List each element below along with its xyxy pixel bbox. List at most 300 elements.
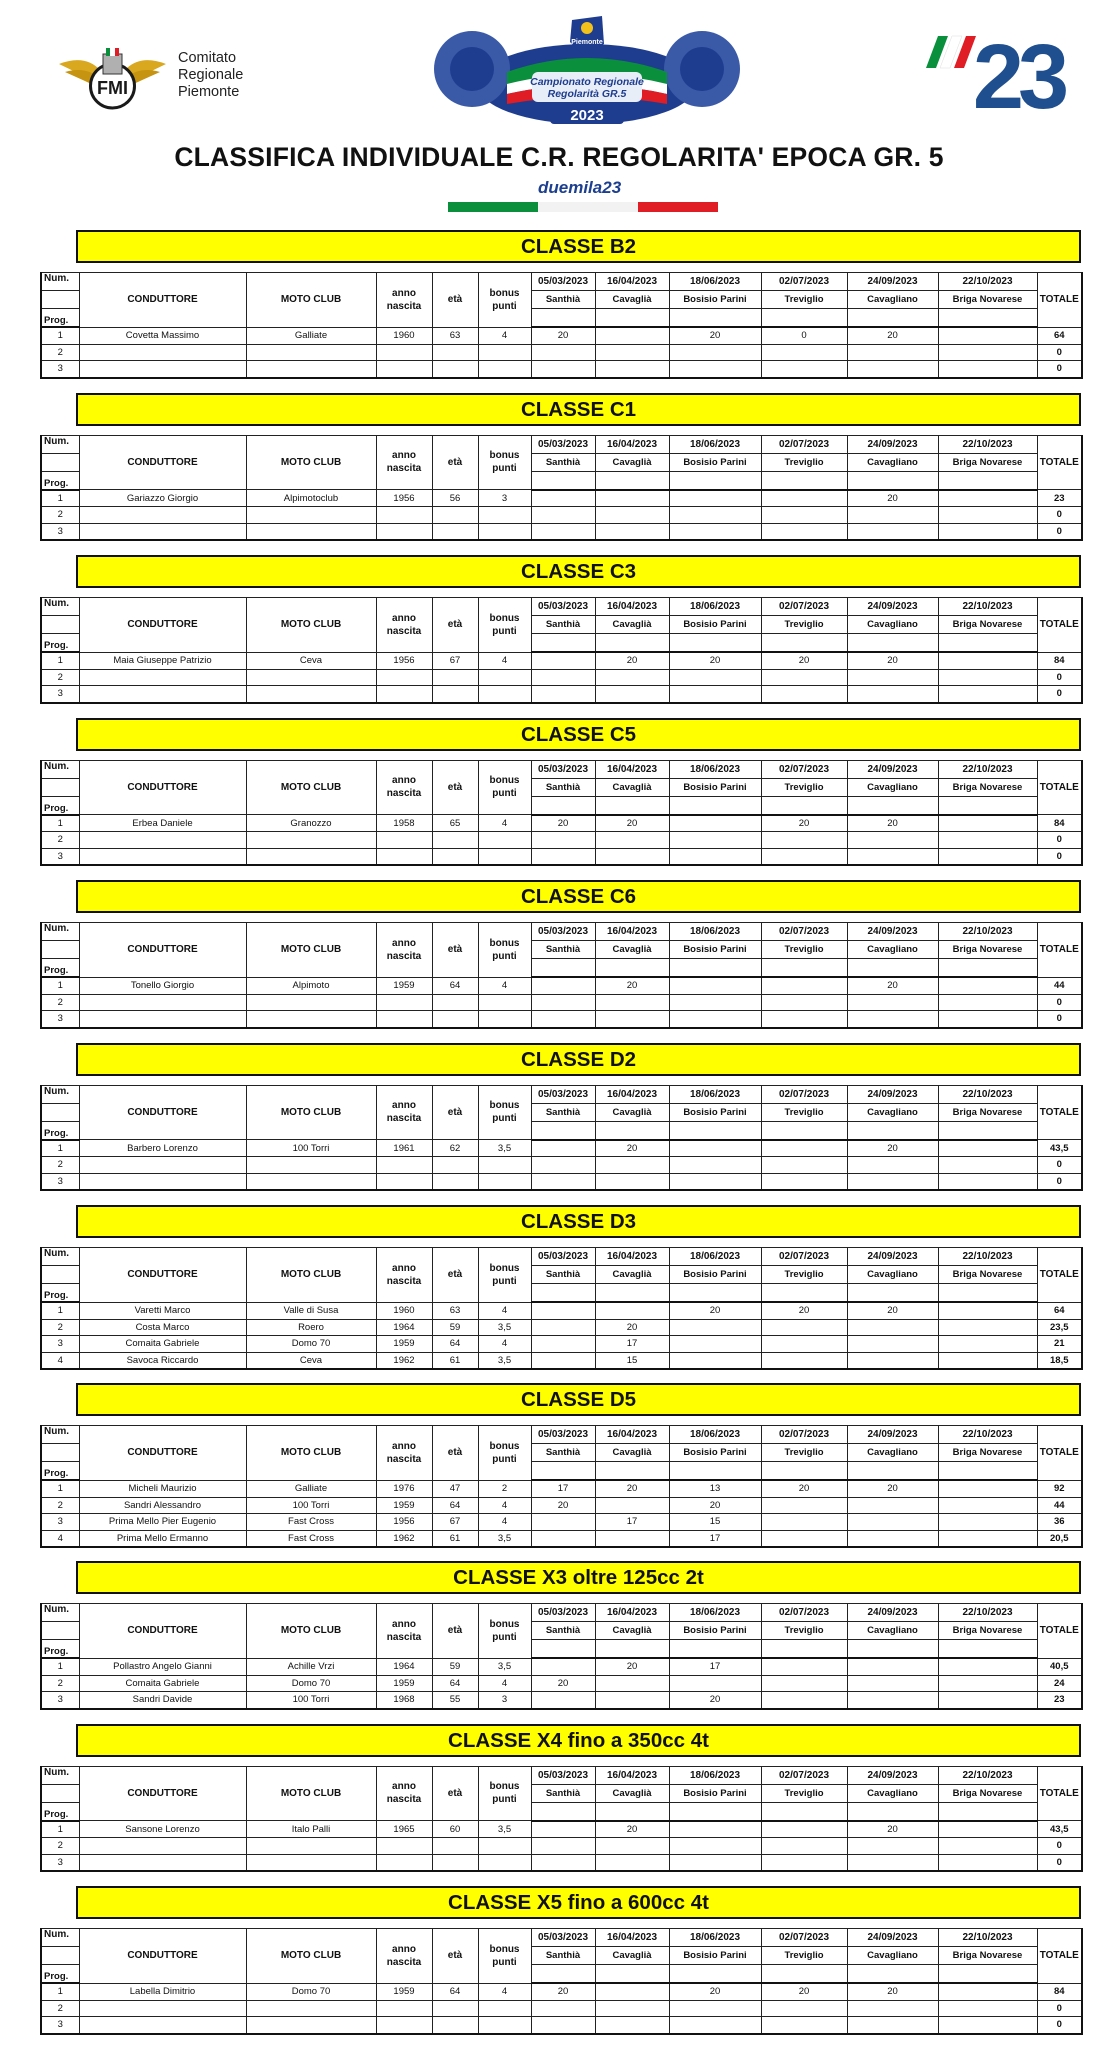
table-row [41,832,1082,849]
race-date-header: 16/04/2023 [595,1929,669,1947]
cell-race-points [761,1514,847,1531]
cell-race-points [595,2000,669,2017]
header-spacer [938,1640,1037,1659]
table-row [41,1821,1082,1838]
col-bonus-header: bonus punti [478,923,531,978]
col-totale-header: TOTALE [1037,1929,1082,1984]
col-eta-header: età [432,1929,478,1984]
cell-eta: 63 [432,327,478,344]
col-num-header: Num. [41,435,79,453]
cell-totale: 44 [1037,1497,1082,1514]
header-spacer [761,309,847,328]
cell-race-points [938,361,1037,378]
cell-race-points [938,1658,1037,1675]
cell-prog: 3 [41,523,79,540]
cell-anno [376,344,432,361]
cell-prog: 2 [41,2000,79,2017]
cell-race-points: 20 [531,815,595,832]
col-bonus-header: bonus punti [478,598,531,653]
cell-bonus: 4 [478,977,531,994]
table-row [41,2000,1082,2017]
subtitle: duemila23 [538,178,622,197]
race-place-header: Treviglio [761,1784,847,1802]
cell-race-points: 20 [847,327,938,344]
cell-race-points [938,507,1037,524]
cell-bonus [478,523,531,540]
cell-totale: 21 [1037,1336,1082,1353]
cell-moto-club: Galliate [246,1480,376,1497]
cell-prog: 4 [41,1352,79,1369]
cell-race-points [531,832,595,849]
race-place-header: Briga Novarese [938,1103,1037,1121]
race-place-header: Briga Novarese [938,291,1037,309]
cell-race-points [595,1497,669,1514]
col-club-header: MOTO CLUB [246,1426,376,1481]
header-spacer [531,1640,595,1659]
race-date-header: 16/04/2023 [595,1604,669,1622]
cell-totale: 43,5 [1037,1140,1082,1157]
cell-race-points [761,1157,847,1174]
race-date-header: 22/10/2023 [938,1929,1037,1947]
table-row [41,1319,1082,1336]
cell-race-points [531,344,595,361]
col-prog-header: Prog. [41,309,79,328]
cell-race-points [669,669,761,686]
race-place-header: Cavaglià [595,1444,669,1462]
cell-race-points [531,1140,595,1157]
cell-race-points [761,1675,847,1692]
cell-totale: 84 [1037,652,1082,669]
cell-conduttore: Sansone Lorenzo [79,1821,246,1838]
cell-moto-club [246,669,376,686]
race-date-header: 22/10/2023 [938,435,1037,453]
cell-prog: 1 [41,1480,79,1497]
cell-race-points [761,344,847,361]
cell-prog: 1 [41,1821,79,1838]
table-row [41,1140,1082,1157]
page-header [0,0,1118,220]
cell-totale: 92 [1037,1480,1082,1497]
cell-race-points: 17 [595,1336,669,1353]
race-date-header: 02/07/2023 [761,598,847,616]
cell-race-points [938,686,1037,703]
class-block [0,1724,1118,1887]
race-place-header: Bosisio Parini [669,1444,761,1462]
cell-race-points [531,1692,595,1709]
cell-race-points [531,2000,595,2017]
cell-bonus: 4 [478,1302,531,1319]
cell-race-points [938,1497,1037,1514]
cell-conduttore [79,2000,246,2017]
cell-race-points: 20 [531,1983,595,2000]
cell-race-points [938,523,1037,540]
race-date-header: 02/07/2023 [761,1085,847,1103]
cell-moto-club [246,1011,376,1028]
header-spacer [938,1802,1037,1821]
class-title: CLASSE X5 fino a 600cc 4t [76,1886,1081,1919]
race-date-header: 16/04/2023 [595,923,669,941]
header-spacer [761,1640,847,1659]
cell-race-points [531,848,595,865]
cell-bonus: 3,5 [478,1140,531,1157]
race-date-header: 24/09/2023 [847,760,938,778]
cell-bonus: 3 [478,1692,531,1709]
col-bonus-header: bonus punti [478,1766,531,1821]
cell-race-points: 20 [847,1302,938,1319]
cell-conduttore: Sandri Alessandro [79,1497,246,1514]
header-spacer [938,309,1037,328]
cell-bonus: 4 [478,652,531,669]
cell-eta: 55 [432,1692,478,1709]
col-prog-header: Prog. [41,796,79,815]
col-prog-header: Prog. [41,1802,79,1821]
cell-bonus [478,1157,531,1174]
cell-totale: 64 [1037,1302,1082,1319]
cell-anno: 1962 [376,1352,432,1369]
cell-race-points [669,1319,761,1336]
col-bonus-header: bonus punti [478,1929,531,1984]
col-num-header: Num. [41,1248,79,1266]
cell-race-points [938,1336,1037,1353]
cell-anno [376,686,432,703]
cell-bonus [478,1011,531,1028]
cell-race-points [938,1302,1037,1319]
cell-race-points [938,1854,1037,1871]
cell-race-points: 20 [847,1140,938,1157]
cell-conduttore: Maia Giuseppe Patrizio [79,652,246,669]
cell-race-points [531,1821,595,1838]
class-block [0,555,1118,718]
cell-race-points [847,2000,938,2017]
cell-conduttore: Erbea Daniele [79,815,246,832]
col-bonus-header: bonus punti [478,273,531,328]
race-date-header: 18/06/2023 [669,1929,761,1947]
cell-race-points [938,1838,1037,1855]
cell-eta [432,686,478,703]
race-place-header: Cavagliano [847,778,938,796]
header-spacer [669,1640,761,1659]
cell-bonus: 4 [478,1983,531,2000]
race-date-header: 02/07/2023 [761,1248,847,1266]
cell-anno [376,507,432,524]
cell-totale: 0 [1037,1173,1082,1190]
cell-prog: 1 [41,1983,79,2000]
race-place-header: Treviglio [761,1266,847,1284]
race-date-header: 22/10/2023 [938,1766,1037,1784]
cell-race-points [531,1302,595,1319]
cell-race-points [531,669,595,686]
table-row [41,327,1082,344]
cell-bonus: 4 [478,1497,531,1514]
race-date-header: 05/03/2023 [531,273,595,291]
cell-race-points [531,2017,595,2034]
header-spacer [669,1121,761,1140]
col-conduttore-header: CONDUTTORE [79,1929,246,1984]
table-row [41,1692,1082,1709]
cell-race-points [938,1675,1037,1692]
race-place-header: Bosisio Parini [669,1947,761,1965]
cell-bonus [478,1838,531,1855]
cell-race-points [847,1497,938,1514]
cell-anno [376,1011,432,1028]
cell-race-points [761,832,847,849]
cell-race-points [847,1336,938,1353]
cell-eta [432,361,478,378]
cell-totale: 0 [1037,669,1082,686]
cell-race-points [669,1675,761,1692]
cell-race-points: 15 [595,1352,669,1369]
header-spacer [847,309,938,328]
cell-moto-club [246,832,376,849]
cell-bonus: 3 [478,490,531,507]
cell-race-points [531,1173,595,1190]
race-date-header: 22/10/2023 [938,760,1037,778]
cell-conduttore: Prima Mello Ermanno [79,1530,246,1547]
cell-race-points [595,1692,669,1709]
table-row [41,815,1082,832]
cell-race-points [595,361,669,378]
col-conduttore-header: CONDUTTORE [79,1766,246,1821]
cell-prog: 3 [41,361,79,378]
race-place-header: Bosisio Parini [669,616,761,634]
race-date-header: 05/03/2023 [531,1604,595,1622]
cell-race-points [847,1011,938,1028]
race-place-header: Cavagliano [847,1622,938,1640]
table-row [41,490,1082,507]
cell-race-points [761,523,847,540]
cell-race-points [938,1011,1037,1028]
cell-race-points: 20 [761,815,847,832]
race-date-header: 22/10/2023 [938,273,1037,291]
race-place-header: Santhià [531,453,595,471]
cell-race-points [669,490,761,507]
col-num-header: Num. [41,598,79,616]
cell-race-points [847,1838,938,1855]
table-row [41,523,1082,540]
cell-totale: 40,5 [1037,1658,1082,1675]
cell-race-points [938,1530,1037,1547]
cell-race-points [669,686,761,703]
header-spacer [761,1462,847,1481]
col-club-header: MOTO CLUB [246,435,376,490]
col-bonus-header: bonus punti [478,1426,531,1481]
cell-race-points: 20 [847,652,938,669]
header-spacer [761,634,847,653]
header-spacer [938,1462,1037,1481]
fmi-caption [178,50,243,101]
ranking-table [40,1085,1083,1192]
race-place-header: Santhià [531,1103,595,1121]
col-anno-header: anno nascita [376,760,432,815]
num-header-spacer [41,1444,79,1462]
race-place-header: Cavagliano [847,1784,938,1802]
cell-race-points [938,1352,1037,1369]
race-place-header: Treviglio [761,1622,847,1640]
cell-prog: 1 [41,1302,79,1319]
cell-race-points: 20 [595,652,669,669]
race-date-header: 24/09/2023 [847,273,938,291]
cell-bonus [478,361,531,378]
cell-race-points [669,2017,761,2034]
race-place-header: Santhià [531,778,595,796]
cell-conduttore [79,669,246,686]
race-place-header: Treviglio [761,453,847,471]
col-anno-header: anno nascita [376,1085,432,1140]
cell-anno: 1968 [376,1692,432,1709]
fmi-caption-line: Piemonte [178,84,240,100]
cell-race-points [595,669,669,686]
header-spacer [595,1965,669,1984]
col-club-header: MOTO CLUB [246,923,376,978]
ranking-table [40,1425,1083,1548]
cell-race-points [595,686,669,703]
cell-bonus: 4 [478,1514,531,1531]
cell-race-points [531,1336,595,1353]
header-spacer [761,959,847,978]
col-totale-header: TOTALE [1037,598,1082,653]
race-place-header: Santhià [531,1947,595,1965]
race-date-header: 18/06/2023 [669,1604,761,1622]
cell-bonus: 3,5 [478,1821,531,1838]
cell-anno [376,1157,432,1174]
race-date-header: 18/06/2023 [669,923,761,941]
header-spacer [761,1802,847,1821]
race-date-header: 24/09/2023 [847,1426,938,1444]
cell-race-points [847,1319,938,1336]
svg-text:FMI: FMI [97,78,128,98]
cell-race-points [595,1983,669,2000]
cell-race-points [938,1140,1037,1157]
header-spacer [847,796,938,815]
header-spacer [531,1965,595,1984]
race-place-header: Bosisio Parini [669,453,761,471]
cell-bonus [478,669,531,686]
ranking-table [40,1766,1083,1873]
cell-bonus [478,2017,531,2034]
col-totale-header: TOTALE [1037,435,1082,490]
cell-race-points [761,1319,847,1336]
class-title: CLASSE C3 [76,555,1081,588]
cell-race-points [595,1838,669,1855]
cell-race-points [531,1854,595,1871]
cell-prog: 3 [41,1514,79,1531]
race-date-header: 22/10/2023 [938,923,1037,941]
ranking-table [40,1247,1083,1370]
cell-race-points [761,669,847,686]
race-place-header: Santhià [531,1444,595,1462]
cell-race-points [669,1011,761,1028]
table-row [41,669,1082,686]
num-header-spacer [41,1622,79,1640]
cell-anno [376,848,432,865]
cell-race-points: 20 [761,652,847,669]
logo-23-icon [918,28,1068,116]
header-spacer [847,1121,938,1140]
cell-race-points [531,977,595,994]
cell-race-points [669,1352,761,1369]
race-date-header: 05/03/2023 [531,1929,595,1947]
cell-race-points [847,361,938,378]
header-spacer [595,471,669,490]
table-row [41,1157,1082,1174]
table-row [41,1675,1082,1692]
cell-bonus: 2 [478,1480,531,1497]
race-place-header: Briga Novarese [938,1947,1037,1965]
race-place-header: Bosisio Parini [669,1784,761,1802]
svg-text:2023: 2023 [570,107,604,124]
cell-totale: 0 [1037,1011,1082,1028]
race-date-header: 24/09/2023 [847,598,938,616]
cell-race-points [938,1514,1037,1531]
cell-eta [432,669,478,686]
cell-conduttore: Pollastro Angelo Gianni [79,1658,246,1675]
cell-conduttore [79,686,246,703]
cell-race-points [847,344,938,361]
cell-anno [376,1173,432,1190]
cell-prog: 1 [41,490,79,507]
race-date-header: 24/09/2023 [847,1929,938,1947]
header-spacer [531,796,595,815]
cell-totale: 0 [1037,1854,1082,1871]
race-place-header: Cavagliano [847,1266,938,1284]
cell-eta [432,848,478,865]
cell-moto-club: Ceva [246,652,376,669]
cell-prog: 3 [41,848,79,865]
race-place-header: Treviglio [761,1947,847,1965]
header-spacer [761,796,847,815]
header-spacer [938,471,1037,490]
cell-race-points [761,2017,847,2034]
cell-bonus [478,686,531,703]
col-num-header: Num. [41,1766,79,1784]
col-conduttore-header: CONDUTTORE [79,1248,246,1303]
cell-race-points [761,1352,847,1369]
cell-race-points [595,1302,669,1319]
cell-race-points: 17 [595,1514,669,1531]
header-spacer [595,959,669,978]
race-date-header: 22/10/2023 [938,1085,1037,1103]
cell-prog: 2 [41,669,79,686]
cell-race-points [938,848,1037,865]
num-header-spacer [41,616,79,634]
cell-eta: 61 [432,1530,478,1547]
cell-prog: 2 [41,507,79,524]
cell-race-points [595,344,669,361]
cell-race-points: 20 [761,1480,847,1497]
race-date-header: 22/10/2023 [938,1248,1037,1266]
race-date-header: 18/06/2023 [669,273,761,291]
cell-prog: 2 [41,1319,79,1336]
cell-conduttore [79,361,246,378]
col-anno-header: anno nascita [376,923,432,978]
num-header-spacer [41,453,79,471]
header-spacer [847,1284,938,1303]
col-prog-header: Prog. [41,959,79,978]
race-place-header: Cavagliano [847,1103,938,1121]
cell-totale: 0 [1037,832,1082,849]
cell-race-points [847,1173,938,1190]
cell-prog: 2 [41,344,79,361]
cell-race-points [938,994,1037,1011]
cell-race-points: 20 [761,1302,847,1319]
col-prog-header: Prog. [41,634,79,653]
cell-race-points [938,2017,1037,2034]
cell-anno: 1959 [376,1336,432,1353]
cell-totale: 23,5 [1037,1319,1082,1336]
race-place-header: Cavaglià [595,616,669,634]
cell-race-points [595,507,669,524]
cell-conduttore: Sandri Davide [79,1692,246,1709]
